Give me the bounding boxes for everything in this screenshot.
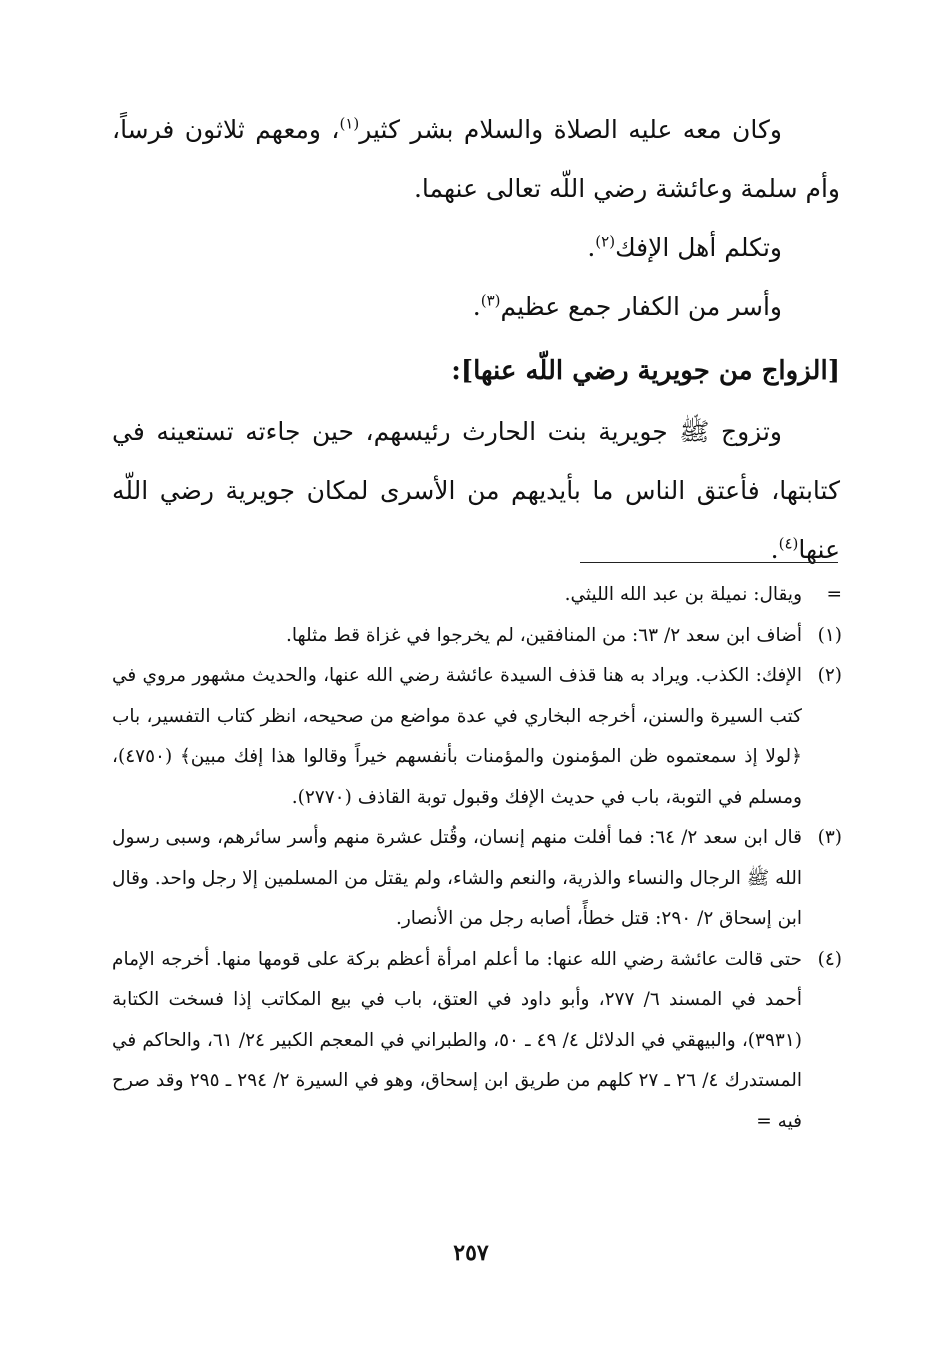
footnote-marker: (٣) [817, 827, 842, 848]
footnote-ref: (٣) [480, 291, 501, 310]
paragraph-text: وكان معه عليه الصلاة والسلام بشر كثير [359, 115, 782, 144]
footnote-item [112, 575, 842, 616]
footnote-separator [580, 562, 838, 563]
paragraph [112, 402, 840, 579]
paragraph-text: . [587, 233, 596, 262]
paragraph-text: وأسر من الكفار جمع عظيم [500, 292, 782, 321]
footnote-text: قال ابن سعد ٢/ ٦٤: فما أفلت منهم إنسان، وقُتل عشرة منهم وأسر سائرهم، وسبى رسول الله ﷺ الرجال والنساء والذرية، والنعم والشاء، ولم يقتل من المسلمين إلا رجل واحد. وقال ابن إسحاق ٢/ ٢٩٠: قتل خطأً، أصابه رجل من الأنصار. [112, 827, 802, 929]
footnote-ref: (٢) [595, 232, 616, 251]
paragraph-text: . [770, 535, 779, 564]
footnote-marker: (٤) [817, 948, 842, 970]
paragraph-text: وتكلم أهل الإفك [615, 233, 782, 262]
footnote-text: الإفك: الكذب. ويراد به هنا قذف السيدة عائشة رضي الله عنها، والحديث مشهور مروي في كتب السيرة والسنن، أخرجه البخاري في عدة مواضع من صحيحه، انظر كتاب التفسير، باب ﴿لولا إذ سمعتموه ظن المؤمنون والمؤمنات بأنفسهم خيراً وقالوا هذا إفك مبين﴾ (٤٧٥٠)، ومسلم في التوبة، باب في حديث الإفك وقبول توبة القاذف (٢٧٧٠). [112, 665, 802, 808]
paragraph-text: . [472, 292, 481, 321]
footnote-marker: (٢) [817, 665, 842, 686]
paragraph [112, 277, 840, 336]
page-number: ٢٥٧ [453, 1240, 489, 1266]
footnote-marker: = [826, 584, 842, 605]
paragraph [112, 100, 840, 218]
main-text [112, 100, 840, 579]
footnote-ref: (١) [339, 114, 360, 133]
footnote-item [112, 616, 842, 657]
footnotes [112, 575, 842, 1142]
footnote-marker: (١) [817, 624, 842, 646]
paragraph-text: وتزوج ﷺ جويرية بنت الحارث رئيسهم، حين جاءته تستعينه في كتابتها، فأعتق الناس ما بأيديهم من الأسرى لمكان جويرية رضي اللّه عنها [112, 417, 840, 564]
footnote-item [112, 940, 842, 1143]
footnote-item [112, 656, 842, 818]
footnote-text: أضاف ابن سعد ٢/ ٦٣: من المنافقين، لم يخرجوا في غزاة قط مثلها. [286, 624, 802, 646]
footnote-ref: (٤) [778, 534, 799, 553]
footnote-text: ويقال: نميلة بن عبد الله الليثي. [564, 584, 802, 605]
footnote-item [112, 818, 842, 940]
paragraph-text: ، ومعهم ثلاثون فرساً، وأم سلمة وعائشة رضي اللّه تعالى عنهما. [112, 115, 840, 203]
section-heading: [الزواج من جويرية رضي اللّه عنها]: [451, 356, 840, 386]
footnote-text: حتى قالت عائشة رضي الله عنها: ما أعلم امرأة أعظم بركة على قومها منها. أخرجه الإمام أحمد في المسند ٦/ ٢٧٧، وأبو داود في العتق، باب في بيع المكاتب إذا فسخت الكتابة (٣٩٣١)، والبيهقي في الدلائل ٤/ ٤٩ ـ ٥٠، والطبراني في المعجم الكبير ٢٤/ ٦١، والحاكم في المستدرك ٤/ ٢٦ ـ ٢٧ كلهم من طريق ابن إسحاق، وهو في السيرة ٢/ ٢٩٤ ـ ٢٩٥ وقد صرح فيه = [112, 948, 803, 1132]
paragraph [112, 218, 840, 277]
